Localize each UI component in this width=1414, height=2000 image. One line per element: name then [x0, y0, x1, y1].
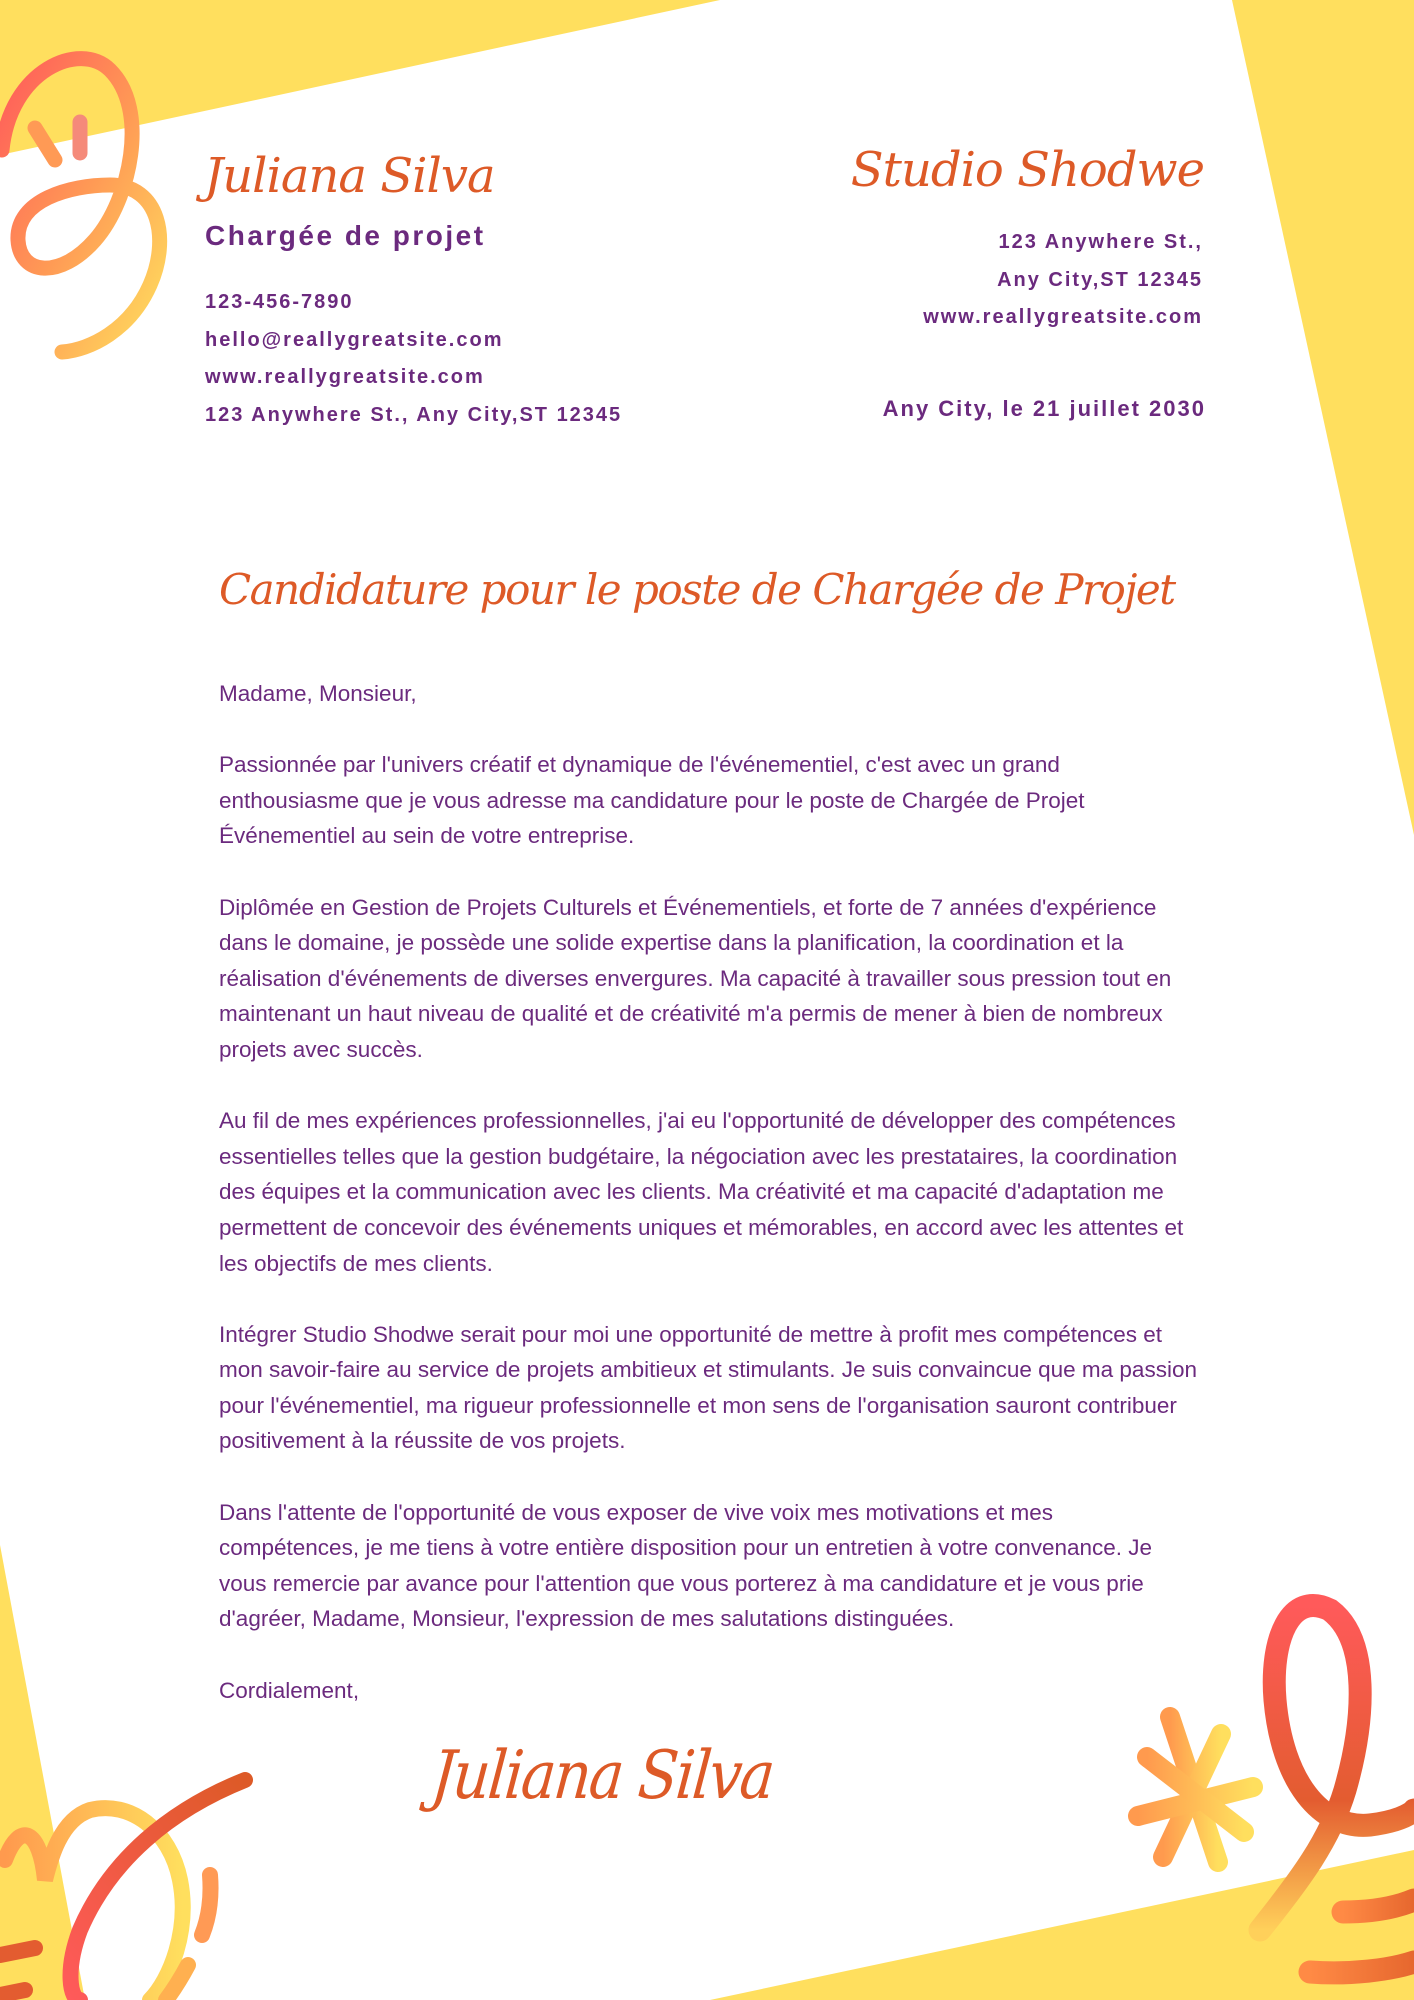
company-address-line: 123 Anywhere St.,	[998, 231, 1203, 253]
sender-website: www.reallygreatsite.com	[205, 366, 485, 388]
bottom-right-yellow-band	[710, 1850, 1414, 2000]
signature: Juliana Silva	[428, 1735, 777, 1815]
letter-title: Candidature pour le poste de Chargée de Projet	[219, 565, 1175, 614]
company-website: www.reallygreatsite.com	[923, 306, 1203, 328]
paragraph: Passionnée par l'univers créatif et dynamique de l'événementiel, c'est avec un grand enthousiasme que je vous adresse ma candidature pour le poste de Chargée de Projet Événementiel au sein de votre entreprise.	[219, 752, 1085, 849]
top-left-yellow-band	[0, 0, 720, 155]
paragraph: Diplômée en Gestion de Projets Culturels et Événementiels, et forte de 7 années d'expérience dans le domaine, je possède une solide expertise dans la planification, la coordination et la réalisation d'événements de diverses envergures. Ma capacité à travailler sous pression tout en maintenant un haut niveau de qualité et de créativité m'a permis de mener à bien de nombreux projets avec succès.	[219, 894, 1172, 1062]
company-address-line: Any City,ST 12345	[997, 268, 1203, 291]
closing: Cordialement,	[219, 1677, 360, 1703]
job-title: Chargée de projet	[205, 220, 486, 251]
sender-name: Juliana Silva	[204, 148, 495, 204]
letter-body	[219, 676, 1199, 1744]
left-yellow-band	[0, 1545, 85, 2000]
sender-email: hello@reallygreatsite.com	[205, 328, 504, 351]
sender-contact-list	[205, 286, 622, 436]
greeting: Madame, Monsieur,	[219, 681, 417, 706]
company-name: Studio Shodwe	[850, 142, 1204, 198]
paragraph: Intégrer Studio Shodwe serait pour moi une opportunité de mettre à profit mes compétences et mon savoir-faire au service de projets ambitieux et stimulants. Je suis convaincue que ma passion pour l'événementiel, ma rigueur professionnelle et mon sens de l'organisation sauront contribuer positivement à la réussite de vos projets.	[219, 1321, 1197, 1454]
date-line: Any City, le 21 juillet 2030	[882, 396, 1206, 421]
company-address	[923, 226, 1203, 339]
right-yellow-band	[1232, 0, 1414, 835]
sender-phone: 123-456-7890	[205, 291, 354, 313]
paragraph: Au fil de mes expériences professionnelles, j'ai eu l'opportunité de développer des compétences essentielles telles que la gestion budgétaire, la négociation avec les prestataires, la coordination des équipes et la communication avec les clients. Ma créativité et ma capacité d'adaptation me permettent de concevoir des événements uniques et mémorables, en accord avec les attentes et les objectifs de mes clients.	[219, 1108, 1184, 1276]
paragraph: Dans l'attente de l'opportunité de vous exposer de vive voix mes motivations et mes compétences, je me tiens à votre entière disposition pour un entretien à votre convenance. Je vous remercie par avance pour l'attention que vous porterez à ma candidature et je vous prie d'agréer, Madame, Monsieur, l'expression de mes salutations distinguées.	[219, 1499, 1153, 1632]
sender-address: 123 Anywhere St., Any City,ST 12345	[205, 403, 623, 426]
